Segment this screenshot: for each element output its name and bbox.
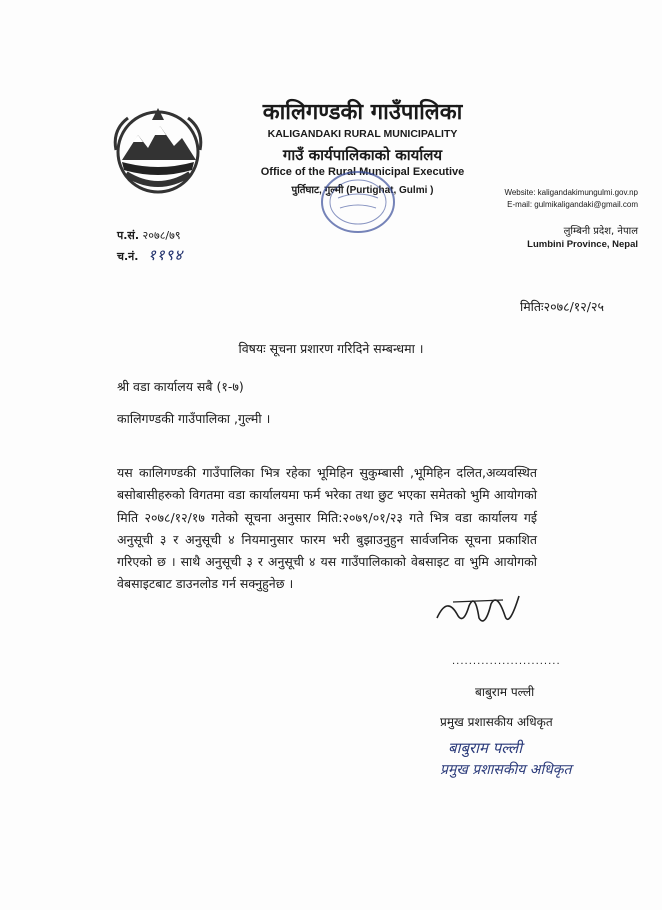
addressee-line-2: कालिगण्डकी गाउँपालिका ,गुल्मी ।	[117, 411, 271, 426]
ps-label: प.सं.	[117, 229, 140, 242]
office-name-en: Office of the Rural Municipal Executive	[260, 166, 465, 178]
municipality-name-np: कालिगण्डकी गाउँपालिका	[262, 100, 463, 125]
signatory-name: बाबुराम पल्ली	[475, 685, 535, 699]
fiscal-year-ref	[117, 228, 181, 243]
email-text: E-mail: gulmikaligandaki@gmail.com	[507, 200, 638, 209]
cn-label: च.नं.	[117, 250, 139, 263]
letter-subject: विषयः सूचना प्रशारण गरिदिने सम्बन्धमा ।	[238, 341, 424, 356]
handwritten-signature-icon	[433, 588, 523, 638]
province-np: लुम्बिनी प्रदेश, नेपाल	[563, 226, 638, 237]
cn-value: ११९४	[147, 246, 184, 264]
letter-body: यस कालिगण्डकी गाउँपालिका भित्र रहेका भूमिहिन सुकुम्बासी ,भूमिहिन दलित,अव्यवस्थित बसोबासीहरुको विगतमा वडा कार्यालयमा फर्म भरेका तथा छुट भएका समेतको भुमि आयोगको मिति २०७८/१२/१७ गतेको सूचना अनुसार मिति:२०७९/०१/२३ गते भित्र वडा कार्यालय गई अनुसूची ३ र अनुसूची ४ नियमानुसार फारम भरी बुझाउनुहुन सार्वजनिक सूचना प्रकाशित गरिएको छ । साथै अनुसूची ३ र अनुसूची ४ यस गाउँपालिकाको वेबसाइट वा भुमि आयोगको वेबसाइटबाट डाउनलोड गर्न सक्नुहुनेछ ।	[117, 465, 537, 592]
letter-date: मितिः२०७८/१२/२५	[519, 299, 604, 314]
province-en: Lumbini Province, Nepal	[527, 239, 638, 250]
ps-value: २०७८/७९	[142, 229, 181, 242]
office-seal-icon	[318, 168, 398, 236]
municipality-name-en: KALIGANDAKI RURAL MUNICIPALITY	[267, 128, 458, 140]
stamp-signatory-name: बाबुराम पल्ली	[448, 739, 523, 757]
website-text: Website: kaligandakimungulmi.gov.np	[504, 188, 638, 197]
stamp-signatory-title: प्रमुख प्रशासकीय अधिकृत	[440, 762, 572, 778]
signature-line: ..........................	[452, 656, 561, 667]
nepal-emblem-icon	[108, 100, 208, 200]
addressee-line-1: श्री वडा कार्यालय सबै (१-७)	[117, 379, 244, 394]
signatory-title: प्रमुख प्रशासकीय अधिकृत	[440, 715, 553, 729]
office-name-np: गाउँ कार्यपालिकाको कार्यालय	[282, 146, 443, 164]
office-address: पुर्तिघाट, गुल्मी (Purtighat, Gulmi )	[291, 185, 434, 196]
dispatch-number-ref	[117, 245, 183, 265]
